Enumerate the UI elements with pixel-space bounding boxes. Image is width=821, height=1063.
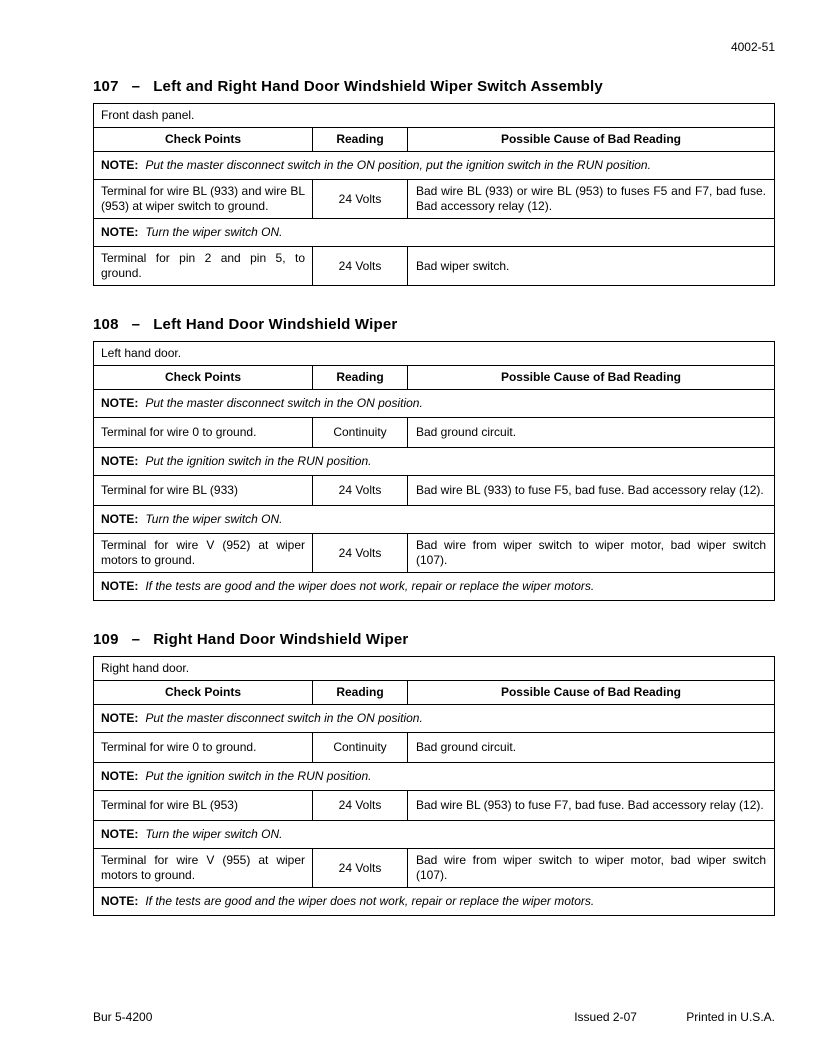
reading-cell: 24 Volts [313,791,408,821]
column-header-cause: Possible Cause of Bad Reading [408,366,775,390]
check-row [94,476,775,506]
note-row [94,152,775,180]
note-cell [94,448,775,476]
cause-cell: Bad wire BL (933) or wire BL (953) to fuses F5 and F7, bad fuse. Bad accessory relay (12). [408,180,775,219]
note-row [94,705,775,733]
section-dash: – [131,78,141,95]
cause-cell: Bad wiper switch. [408,247,775,286]
note-text: Put the master disconnect switch in the ON position. [145,711,423,725]
note-text: Put the ignition switch in the RUN position. [145,769,372,783]
location-row [94,104,775,128]
note-label: NOTE: [101,894,139,908]
section-number: 108 [93,316,119,333]
note-text: If the tests are good and the wiper does not work, repair or replace the wiper motors. [145,579,595,593]
note-row [94,573,775,601]
cause-cell: Bad wire BL (953) to fuse F7, bad fuse. Bad accessory relay (12). [408,791,775,821]
reading-cell: 24 Volts [313,849,408,888]
cause-cell: Bad wire from wiper switch to wiper motor, bad wiper switch (107). [408,534,775,573]
note-label: NOTE: [101,827,139,841]
reading-cell: 24 Volts [313,180,408,219]
check-points-cell: Terminal for wire 0 to ground. [94,418,313,448]
note-cell [94,390,775,418]
section-heading [93,78,775,95]
note-cell [94,888,775,916]
check-row [94,733,775,763]
check-table [93,341,775,601]
note-label: NOTE: [101,225,139,239]
note-text: Turn the wiper switch ON. [145,225,283,239]
section-number: 109 [93,631,119,648]
note-row [94,821,775,849]
footer-issued-date: Issued 2-07 [574,1010,637,1024]
section-title: Right Hand Door Windshield Wiper [153,631,409,648]
cause-cell: Bad ground circuit. [408,418,775,448]
check-points-cell: Terminal for wire BL (933) [94,476,313,506]
note-cell [94,152,775,180]
column-header-reading: Reading [313,681,408,705]
note-label: NOTE: [101,769,139,783]
section-dash: – [131,631,141,648]
note-row [94,219,775,247]
note-row [94,506,775,534]
section-109 [93,631,775,916]
reading-cell: 24 Volts [313,247,408,286]
check-points-cell: Terminal for pin 2 and pin 5, to ground. [94,247,313,286]
cause-cell: Bad wire from wiper switch to wiper motor, bad wiper switch (107). [408,849,775,888]
location-cell: Left hand door. [94,342,775,366]
check-row [94,849,775,888]
section-dash: – [131,316,141,333]
section-title: Left and Right Hand Door Windshield Wiper Switch Assembly [153,78,603,95]
note-cell [94,763,775,791]
check-row [94,534,775,573]
section-heading [93,316,775,333]
reading-cell: Continuity [313,733,408,763]
note-row [94,448,775,476]
location-cell: Front dash panel. [94,104,775,128]
note-text: Turn the wiper switch ON. [145,512,283,526]
note-cell [94,705,775,733]
check-row [94,180,775,219]
note-text: Put the master disconnect switch in the ON position, put the ignition switch in the RUN position. [145,158,651,172]
column-header-reading: Reading [313,128,408,152]
note-cell [94,506,775,534]
check-table [93,103,775,286]
cause-cell: Bad wire BL (933) to fuse F5, bad fuse. Bad accessory relay (12). [408,476,775,506]
note-row [94,390,775,418]
column-header-cause: Possible Cause of Bad Reading [408,128,775,152]
check-row [94,418,775,448]
section-title: Left Hand Door Windshield Wiper [153,316,398,333]
footer-right-group [574,1010,775,1024]
table-header-row [94,681,775,705]
page-number: 4002-51 [730,40,775,54]
check-points-cell: Terminal for wire V (952) at wiper motors to ground. [94,534,313,573]
column-header-check-points: Check Points [94,128,313,152]
table-header-row [94,366,775,390]
cause-cell: Bad ground circuit. [408,733,775,763]
location-row [94,342,775,366]
note-label: NOTE: [101,711,139,725]
note-label: NOTE: [101,512,139,526]
reading-cell: 24 Volts [313,476,408,506]
note-label: NOTE: [101,396,139,410]
section-108 [93,316,775,601]
footer-form-number: Bur 5-4200 [93,1010,153,1024]
footer-printed-in: Printed in U.S.A. [686,1010,775,1024]
location-cell: Right hand door. [94,657,775,681]
column-header-cause: Possible Cause of Bad Reading [408,681,775,705]
check-points-cell: Terminal for wire V (955) at wiper motors to ground. [94,849,313,888]
column-header-check-points: Check Points [94,366,313,390]
note-label: NOTE: [101,158,139,172]
section-107 [93,78,775,286]
check-points-cell: Terminal for wire 0 to ground. [94,733,313,763]
note-cell [94,219,775,247]
note-cell [94,821,775,849]
check-row [94,791,775,821]
note-text: Put the master disconnect switch in the ON position. [145,396,423,410]
column-header-reading: Reading [313,366,408,390]
note-cell [94,573,775,601]
page-content [93,78,775,916]
reading-cell: 24 Volts [313,534,408,573]
column-header-check-points: Check Points [94,681,313,705]
table-header-row [94,128,775,152]
note-text: Put the ignition switch in the RUN position. [145,454,372,468]
note-label: NOTE: [101,579,139,593]
check-row [94,247,775,286]
check-points-cell: Terminal for wire BL (933) and wire BL (953) at wiper switch to ground. [94,180,313,219]
section-number: 107 [93,78,119,95]
check-points-cell: Terminal for wire BL (953) [94,791,313,821]
note-row [94,763,775,791]
reading-cell: Continuity [313,418,408,448]
page-footer [93,1010,775,1024]
note-row [94,888,775,916]
note-text: If the tests are good and the wiper does not work, repair or replace the wiper motors. [145,894,595,908]
note-label: NOTE: [101,454,139,468]
location-row [94,657,775,681]
note-text: Turn the wiper switch ON. [145,827,283,841]
section-heading [93,631,775,648]
check-table [93,656,775,916]
